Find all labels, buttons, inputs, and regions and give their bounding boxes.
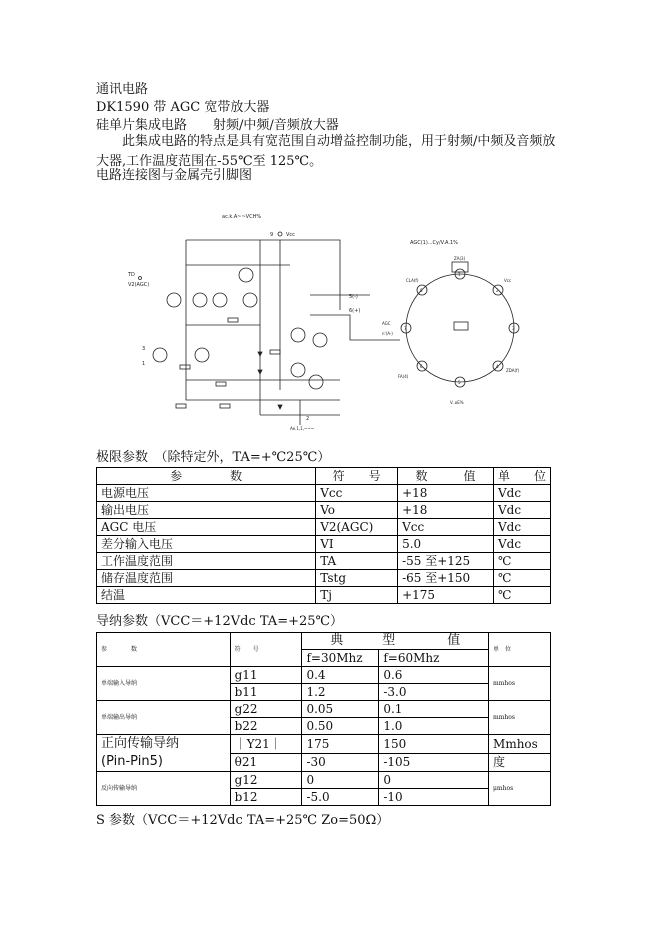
- svg-text:5: 5: [458, 380, 461, 385]
- header-freq-60: f=60Mhz: [379, 650, 489, 667]
- header-unit: 单 位: [493, 468, 550, 485]
- pinout-title: AGC(1)...Cy/V.A.1%: [410, 240, 458, 246]
- cell-value-60: 0.1: [379, 701, 489, 718]
- cell-symbol: Tj: [316, 587, 398, 604]
- group-name: 反向传输导纳: [97, 772, 231, 806]
- admittance-caption: 导纳参数（VCC＝+12Vdc TA=+25℃）: [96, 614, 344, 629]
- table-row: [97, 485, 551, 502]
- pin-name-cla: CLA(f): [406, 278, 419, 283]
- group-unit: μmhos: [489, 772, 551, 806]
- cell-value: +18: [398, 502, 494, 519]
- schematic-title: ac.k.A~~VCH%: [222, 214, 262, 220]
- header-freq-30: f=30Mhz: [302, 650, 379, 667]
- cell-symbol: V2(AGC): [316, 519, 398, 536]
- header-symbol: 符 号: [316, 468, 398, 485]
- cell-symbol: Vcc: [316, 485, 398, 502]
- limits-table: [96, 467, 551, 604]
- transistor-icon: [195, 348, 209, 362]
- group-name: 单端输出导纳: [97, 701, 231, 735]
- group-name-line: (Pin-Pin5): [101, 754, 163, 769]
- svg-text:2: 2: [496, 288, 499, 293]
- pin-label-1: 1: [142, 361, 146, 367]
- cell-value: -65 至+150: [398, 570, 494, 587]
- pin-name-za: ZA(3): [454, 256, 466, 261]
- cell-value-30: 1.2: [302, 684, 379, 701]
- header-param: 参 数: [97, 633, 231, 667]
- cell-param: 储存温度范围: [97, 570, 316, 587]
- circuit-figure: [120, 200, 560, 440]
- cell-value-30: 0.4: [302, 667, 379, 684]
- table-row: [97, 502, 551, 519]
- pin-label-vcc: Vcc: [286, 232, 295, 238]
- cell-value-60: -3.0: [379, 684, 489, 701]
- group-name-line: 正向传输导纳: [101, 736, 180, 751]
- pin-label-agc: V2(AGC): [128, 282, 150, 288]
- cell-value: -55 至+125: [398, 553, 494, 570]
- cell-unit: Vdc: [493, 502, 550, 519]
- cell-symbol: b22: [230, 718, 302, 735]
- cell-param: 结温: [97, 587, 316, 604]
- cell-value-60: 0: [379, 772, 489, 789]
- resistor-icon: [216, 382, 226, 386]
- cell-value-30: -5.0: [302, 789, 379, 806]
- header-unit: 单 位: [489, 633, 551, 667]
- resistor-icon: [180, 365, 190, 369]
- resistor-icon: [228, 318, 238, 322]
- svg-text:7: 7: [404, 326, 407, 331]
- pin-label-3: 3: [142, 346, 146, 352]
- cell-value-60: -10: [379, 789, 489, 806]
- transistor-icon: [213, 293, 227, 307]
- header-symbol: 符 号: [230, 633, 302, 667]
- transistor-icon: [239, 268, 253, 282]
- resistor-icon: [220, 404, 230, 408]
- ground-label: Ae.1,1,~~~: [290, 426, 315, 431]
- cell-unit: Vdc: [493, 485, 550, 502]
- cell-value: +175: [398, 587, 494, 604]
- table-row: [97, 536, 551, 553]
- cell-symbol: g12: [230, 772, 302, 789]
- table-row: [97, 570, 551, 587]
- group-name: [97, 735, 231, 772]
- svg-text:3: 3: [512, 326, 515, 331]
- cell-value: 5.0: [398, 536, 494, 553]
- cell-symbol: g22: [230, 701, 302, 718]
- cell-value-30: 175: [302, 735, 379, 754]
- table-row: [97, 701, 551, 718]
- cell-symbol: Vo: [316, 502, 398, 519]
- doc-title: DK1590 带 AGC 宽带放大器: [96, 100, 270, 115]
- cell-value-30: -30: [302, 753, 379, 772]
- cell-param: 工作温度范围: [97, 553, 316, 570]
- svg-text:4: 4: [496, 364, 499, 369]
- cell-symbol: ｜Y21｜: [230, 735, 302, 754]
- package-marking: [454, 322, 468, 330]
- cell-value-60: -105: [379, 753, 489, 772]
- cell-value: Vcc: [398, 519, 494, 536]
- cell-symbol: VI: [316, 536, 398, 553]
- doc-category: 通讯电路: [96, 82, 149, 97]
- header-value: 数 值: [398, 468, 494, 485]
- cell-symbol: b11: [230, 684, 302, 701]
- doc-subtitle: 硅单片集成电路 射频/中频/音频放大器: [96, 118, 339, 133]
- table-row: [97, 519, 551, 536]
- cell-symbol: b12: [230, 789, 302, 806]
- pin-name-agc: AGC: [382, 321, 391, 326]
- limits-caption: 极限参数 （除特定外，TA=+℃25℃）: [96, 450, 331, 465]
- svg-text:1: 1: [458, 272, 461, 277]
- figure-caption: 电路连接图与金属壳引脚图: [96, 168, 253, 183]
- pin-label-6: 6(+): [349, 308, 361, 314]
- pin-label-2: 2: [306, 416, 310, 422]
- group-unit: mmhos: [489, 701, 551, 735]
- cell-param: 电源电压: [97, 485, 316, 502]
- description-paragraph: [96, 132, 566, 172]
- cell-unit: Vdc: [493, 536, 550, 553]
- cell-value-30: 0.50: [302, 718, 379, 735]
- cell-unit: ℃: [493, 570, 550, 587]
- cell-unit: Mmhos: [489, 735, 551, 754]
- table-header-row: [97, 468, 551, 485]
- cell-value-30: 0.05: [302, 701, 379, 718]
- header-typical: 典 型 值: [302, 633, 489, 650]
- svg-text:6: 6: [420, 364, 423, 369]
- svg-text:8: 8: [420, 288, 423, 293]
- pin-name-zda: ZDA(f): [506, 368, 520, 373]
- table-row: [97, 553, 551, 570]
- cell-unit: 度: [489, 753, 551, 772]
- diode-icon: [278, 405, 282, 409]
- cell-symbol: Tstg: [316, 570, 398, 587]
- header-param: 参 数: [97, 468, 316, 485]
- resistor-icon: [270, 350, 280, 354]
- pin-name-n: n'(A-): [382, 331, 393, 336]
- cell-unit: Vdc: [493, 519, 550, 536]
- transistor-icon: [153, 348, 167, 362]
- pin-name-vee: V..oE%: [450, 400, 464, 405]
- transistor-icon: [193, 293, 207, 307]
- transistor-icon: [291, 363, 305, 377]
- cell-value: +18: [398, 485, 494, 502]
- table-row: [97, 587, 551, 604]
- cell-param: 差分输入电压: [97, 536, 316, 553]
- cell-param: AGC 电压: [97, 519, 316, 536]
- pin-name-vcc: Vcc: [504, 278, 512, 283]
- transistor-icon: [167, 293, 181, 307]
- cell-param: 输出电压: [97, 502, 316, 519]
- transistor-icon: [309, 375, 323, 389]
- diode-icon: [258, 370, 262, 374]
- terminal-9: [278, 232, 282, 236]
- cell-symbol: TA: [316, 553, 398, 570]
- transistor-icon: [291, 328, 305, 342]
- cell-value-60: 0.6: [379, 667, 489, 684]
- cell-unit: ℃: [493, 553, 550, 570]
- group-name: 单端输入导纳: [97, 667, 231, 701]
- cell-symbol: g11: [230, 667, 302, 684]
- transistor-icon: [313, 333, 327, 347]
- pin-label-5: 5(-): [349, 294, 358, 300]
- s-params-caption: S 参数（VCC＝+12Vdc TA=+25℃ Zo=50Ω）: [96, 813, 390, 828]
- table-row: [97, 772, 551, 789]
- cell-value-60: 1.0: [379, 718, 489, 735]
- transistor-icon: [243, 293, 257, 307]
- cell-unit: ℃: [493, 587, 550, 604]
- diode-icon: [258, 352, 262, 356]
- circuit-schematic: [127, 214, 400, 431]
- resistor-icon: [176, 404, 186, 408]
- pin-label-td: TD: [128, 272, 135, 278]
- description-text: 此集成电路的特点是具有宽范围自动增益控制功能，用于射频/中频及音频放大器,工作温度范围在-55℃至 125℃。: [96, 134, 556, 169]
- pinout-diagram: [382, 240, 519, 405]
- group-unit: mmhos: [489, 667, 551, 701]
- table-row: [97, 735, 551, 754]
- cell-value-30: 0: [302, 772, 379, 789]
- pin-label-9: 9: [270, 232, 274, 238]
- cell-value-60: 150: [379, 735, 489, 754]
- package-tab: [452, 262, 468, 272]
- table-header-row: [97, 633, 551, 650]
- cell-symbol: θ21: [230, 753, 302, 772]
- table-row: [97, 667, 551, 684]
- admittance-table: [96, 632, 551, 806]
- pin-name-fa: FA(4): [398, 374, 409, 379]
